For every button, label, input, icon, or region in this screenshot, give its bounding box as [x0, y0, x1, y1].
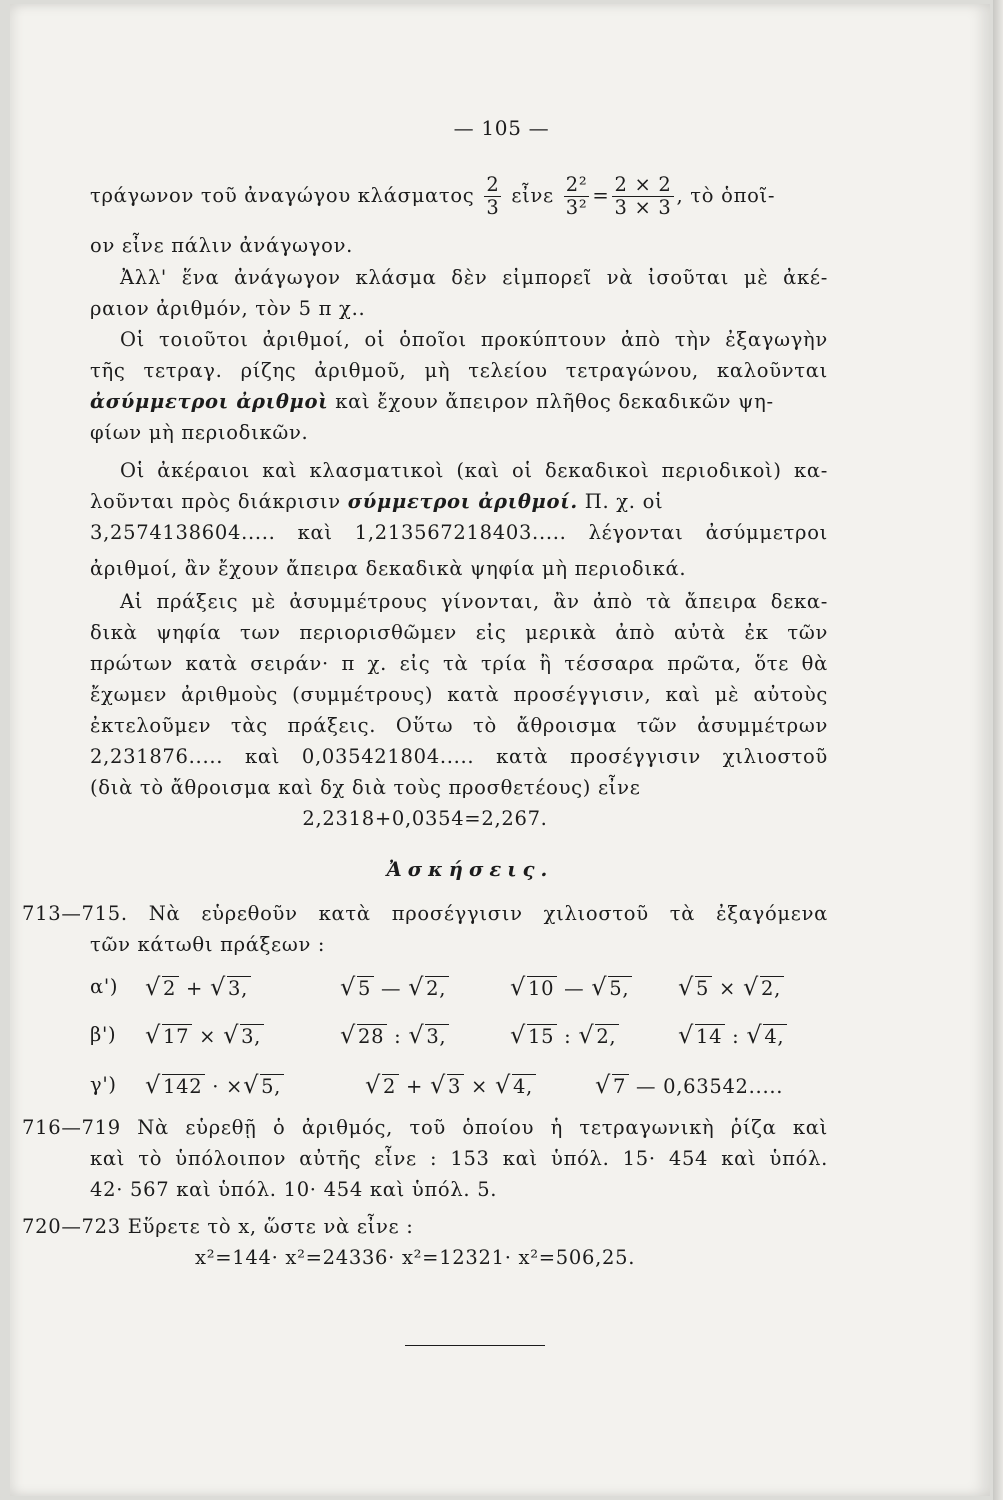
sqrt-radical: √ 2, [408, 975, 449, 1001]
radicand: 15 [527, 1024, 557, 1048]
paragraph-5-line-2: δικὰ ψηφία των περιορισθῶμεν εἰς μερικὰ ἀπὸ αὐτὰ ἐκ τῶν [90, 621, 828, 644]
paragraph-3-line-2: τῆς τετραγ. ρίζης ἀριθμοῦ, μὴ τελείου τετραγώνου, καλοῦνται [90, 359, 828, 382]
exercise-713-line-2: τῶν κάτωθι πράξεων : [90, 933, 326, 956]
paragraph-3-line-3 [90, 390, 828, 414]
row-b-expr-1 [145, 1023, 264, 1049]
operator: : [394, 1025, 402, 1048]
emphasis-term: σύμμετροι ἀριθμοί. [347, 490, 578, 513]
sqrt-radical: √ 14 [678, 1023, 725, 1049]
row-a-expr-4 [678, 975, 784, 1001]
radicand: 2 [162, 976, 179, 1000]
paragraph-4-line-1: Οἱ ἀκέραιοι καὶ κλασματικοὶ (καὶ οἱ δεκαδικοὶ περιοδικοὶ) κα- [120, 459, 828, 482]
paragraph-1-line-1 [90, 174, 830, 219]
text-span: Π. χ. οἱ [584, 490, 664, 513]
paragraph-5-line-6: 2,231876..... καὶ 0,035421804..... κατὰ προσέγγισιν χιλιοστοῦ [90, 745, 828, 768]
paragraph-1-line-2: ον εἶνε πάλιν ἀνάγωγον. [90, 234, 354, 257]
row-a-label: α') [90, 975, 119, 998]
equals-sign: = [592, 184, 610, 207]
paragraph-5-line-1: Αἱ πράξεις μὲ ἀσυμμέτρους γίνονται, ἂν ἀπὸ τὰ ἄπειρα δεκα- [120, 590, 828, 613]
sqrt-radical: √ 5, [243, 1073, 284, 1099]
row-c-expr-2 [365, 1073, 536, 1099]
paragraph-3-line-1: Οἱ τοιοῦτοι ἀριθμοί, οἱ ὁποῖοι προκύπτουν ἀπὸ τὴν ἐξαγωγὴν [120, 328, 828, 351]
paragraph-5-line-7: (διὰ τὸ ἄθροισμα καὶ δχ διὰ τοὺς προσθετέους) εἶνε [90, 776, 641, 799]
radicand: 2, [595, 1024, 619, 1048]
sqrt-radical: √ 3, [210, 975, 251, 1001]
sqrt-radical: √ 10 [510, 975, 557, 1001]
row-c-expr-1 [145, 1073, 284, 1099]
paragraph-5-line-4: ἔχωμεν ἀριθμοὺς (συμμέτρους) κατὰ προσέγγισιν, καὶ μὲ αὐτοὺς [90, 683, 828, 706]
row-c-label: γ') [90, 1073, 117, 1096]
fraction-two-thirds [484, 174, 501, 219]
row-a-expr-2 [340, 975, 449, 1001]
operator: + [406, 1075, 424, 1098]
paragraph-4-line-3: 3,2574138604..... καὶ 1,213567218403..... λέγονται ἀσύμμετροι [90, 521, 828, 544]
operator: — [564, 977, 585, 1000]
sum-equation: 2,2318+0,0354=2,267. [302, 807, 548, 830]
paragraph-4-line-2 [90, 490, 828, 514]
sqrt-radical: √ 28 [340, 1023, 387, 1049]
exercises-heading: Ἀσκήσεις. [386, 858, 554, 881]
radicand: 5 [357, 976, 374, 1000]
fraction-numerator: 2 × 2 [614, 173, 672, 196]
sqrt-radical: √ 7 [595, 1073, 629, 1099]
row-b-expr-4 [678, 1023, 787, 1049]
emphasis-term: ἀσύμμετροι ἀριθμοὶ [90, 390, 329, 413]
radicand: 14 [695, 1024, 725, 1048]
row-b-expr-3 [510, 1023, 619, 1049]
radicand: 28 [357, 1024, 387, 1048]
radicand: 142 [162, 1074, 205, 1098]
sqrt-radical: √ 2 [365, 1073, 399, 1099]
text-span: καὶ ἔχουν ἄπειρον πλῆθος δεκαδικῶν ψη- [335, 390, 774, 413]
fraction-denominator: 3² [565, 196, 588, 219]
row-c-expr-3 [595, 1073, 783, 1099]
radicand: 4, [763, 1024, 787, 1048]
sqrt-radical: √ 5 [340, 975, 374, 1001]
radicand: 5, [608, 976, 632, 1000]
exercise-720-line-1: 720—723 Εὕρετε τὸ x, ὥστε νὰ εἶνε : [22, 1215, 414, 1238]
sqrt-radical: √ 2, [578, 1023, 619, 1049]
operator: + [186, 977, 204, 1000]
radicand: 3, [240, 1024, 264, 1048]
operator: — 0,63542..... [636, 1075, 784, 1098]
fraction-numerator: 2 [486, 173, 500, 196]
sqrt-radical: √ 5, [591, 975, 632, 1001]
operator: · × [212, 1075, 244, 1098]
fraction-numerator: 2² [565, 173, 588, 196]
sqrt-radical: √ 5 [678, 975, 712, 1001]
operator: : [564, 1025, 572, 1048]
exercise-716-line-3: 42· 567 καὶ ὑπόλ. 10· 454 καὶ ὑπόλ. 5. [90, 1178, 498, 1201]
radicand: 3, [425, 1024, 449, 1048]
operator: : [732, 1025, 740, 1048]
exercise-716-line-2: καὶ τὸ ὑπόλοιπον αὐτῆς εἶνε : 153 καὶ ὑπόλ. 15· 454 καὶ ὑπόλ. [90, 1147, 828, 1170]
radicand: 2 [382, 1074, 399, 1098]
fraction-squares [564, 174, 590, 219]
radicand: 10 [527, 976, 557, 1000]
radicand: 5 [695, 976, 712, 1000]
radicand: 3, [227, 976, 251, 1000]
exercise-720-line-2: x²=144· x²=24336· x²=12321· x²=506,25. [195, 1246, 636, 1269]
radicand: 5, [260, 1074, 284, 1098]
row-a-expr-1 [145, 975, 251, 1001]
operator: × [470, 1075, 489, 1098]
operator: × [719, 977, 737, 1000]
paragraph-2-line-1: Ἀλλ' ἕνα ἀνάγωγον κλάσμα δὲν εἰμπορεῖ νὰ ἰσοῦται μὲ ἀκέ- [120, 266, 828, 289]
sqrt-radical: √ 3 [430, 1073, 464, 1099]
text-span: λοῦνται πρὸς διάκρισιν [90, 490, 341, 513]
radicand: 7 [612, 1074, 629, 1098]
sqrt-radical: √ 142 [145, 1073, 205, 1099]
fraction-denominator: 3 × 3 [614, 196, 672, 219]
exercise-713-line-1: 713—715. Νὰ εὑρεθοῦν κατὰ προσέγγισιν χιλιοστοῦ τὰ ἐξαγόμενα [22, 902, 828, 925]
paragraph-2-line-2: ραιον ἀριθμόν, τὸν 5 π χ.. [90, 297, 366, 320]
radicand: 17 [162, 1024, 192, 1048]
sqrt-radical: √ 3, [223, 1023, 264, 1049]
exercise-716-line-1: 716—719 Νὰ εὑρεθῇ ὁ ἀριθμός, τοῦ ὁποίου ἡ τετραγωνικὴ ῥίζα καὶ [22, 1116, 828, 1139]
text-span: εἶνε [511, 184, 554, 207]
fraction-products [612, 174, 673, 219]
radicand: 3 [447, 1074, 464, 1098]
sqrt-radical: √ 4, [495, 1073, 536, 1099]
sqrt-radical: √ 4, [746, 1023, 787, 1049]
radicand: 2, [760, 976, 784, 1000]
row-b-expr-2 [340, 1023, 449, 1049]
text-span: τράγωνον τοῦ ἀναγώγου κλάσματος [90, 184, 475, 207]
text-span: , τὸ ὁποῖ- [676, 184, 776, 207]
paragraph-3-line-4: φίων μὴ περιοδικῶν. [90, 421, 309, 444]
operator: × [199, 1025, 217, 1048]
sqrt-radical: √ 15 [510, 1023, 557, 1049]
radicand: 2, [425, 976, 449, 1000]
row-b-label: β') [90, 1023, 117, 1046]
sqrt-radical: √ 3, [408, 1023, 449, 1049]
paragraph-4-line-4: ἀριθμοί, ἂν ἔχουν ἄπειρα δεκαδικὰ ψηφία μὴ περιοδικά. [90, 557, 687, 580]
page-number: — 105 — [453, 116, 550, 140]
end-rule [405, 1345, 545, 1346]
operator: — [381, 977, 402, 1000]
row-a-expr-3 [510, 975, 632, 1001]
fraction-denominator: 3 [486, 196, 500, 219]
sqrt-radical: √ 2, [743, 975, 784, 1001]
paragraph-5-line-3: πρώτων κατὰ σειράν· π χ. εἰς τὰ τρία ἢ τέσσαρα πρῶτα, ὅτε θὰ [90, 652, 828, 675]
page-edge-shadow [993, 0, 1003, 1500]
radicand: 4, [512, 1074, 536, 1098]
sqrt-radical: √ 17 [145, 1023, 192, 1049]
sqrt-radical: √ 2 [145, 975, 179, 1001]
paragraph-5-line-5: ἐκτελοῦμεν τὰς πράξεις. Οὕτω τὸ ἄθροισμα τῶν ἀσυμμέτρων [90, 714, 828, 737]
